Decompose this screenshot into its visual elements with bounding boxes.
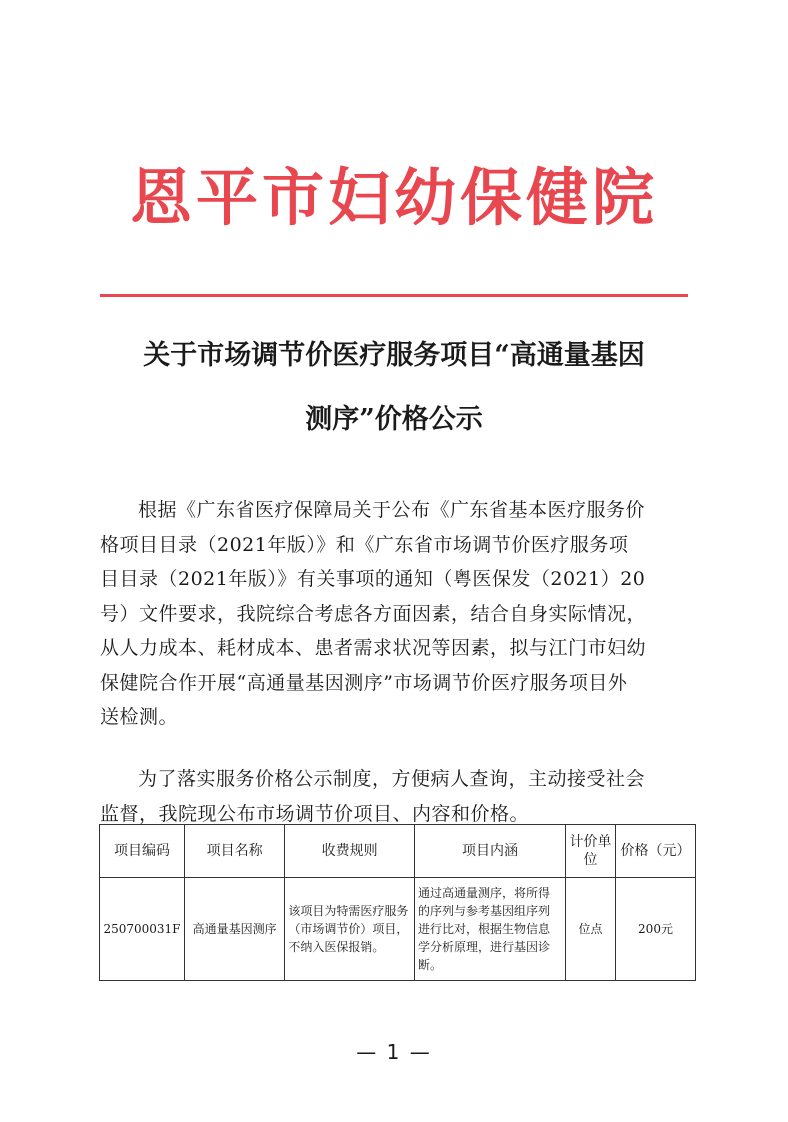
header-price: 价格（元） [616,825,696,878]
header-unit: 计价单位 [565,825,615,878]
cell-description: 通过高通量测序，将所得的序列与参考基因组序列进行比对，根据生物信息学分析原理，进行基因诊断。 [415,878,566,981]
paragraph-2-line: 监督，我院现公布市场调节价项目、内容和价格。 [100,802,530,825]
paragraph-1-line: 送检测。 [100,706,179,728]
paragraph-1-line: 根据《广东省医疗保障局关于公布《广东省基本医疗服务价 [138,499,646,521]
paragraph-2-line: 为了落实服务价格公示制度，方便病人查询，主动接受社会 [138,768,646,790]
document-title-line-1: 关于市场调节价医疗服务项目“高通量基因 [143,340,645,371]
cell-code: 250700031F [100,878,185,981]
header-description: 项目内涵 [415,825,566,878]
red-divider-line [100,294,688,297]
header-name: 项目名称 [184,825,284,878]
paragraph-1-line: 保健院合作开展“高通量基因测序”市场调节价医疗服务项目外 [100,671,628,694]
paragraph-1-line: 目目录（2021年版）》有关事项的通知（粤医保发（2021）20 [100,568,646,590]
document-title-line-2: 测序”价格公示 [305,404,483,435]
paragraph-2 [100,762,690,831]
paragraph-1-line: 格项目目录（2021年版）》和《广东省市场调节价医疗服务项 [100,533,629,556]
table-row [100,878,696,981]
organization-name: 恩平市妇幼保健院 [129,161,658,234]
cell-unit: 位点 [565,878,615,981]
cell-price: 200元 [616,878,696,981]
price-table [99,824,696,981]
header-rule: 收费规则 [285,825,415,878]
paragraph-1-line: 从人力成本、耗材成本、患者需求状况等因素，拟与江门市妇幼 [100,637,647,659]
paragraph-1-line: 号）文件要求，我院综合考虑各方面因素，结合自身实际情况， [100,602,647,625]
paragraph-1 [100,493,690,735]
page-number: — 1 — [356,1040,432,1064]
cell-rule: 该项目为特需医疗服务（市场调节价）项目，不纳入医保报销。 [285,878,415,981]
cell-name: 高通量基因测序 [184,878,284,981]
header-code: 项目编码 [100,825,185,878]
table-header-row [100,825,696,878]
